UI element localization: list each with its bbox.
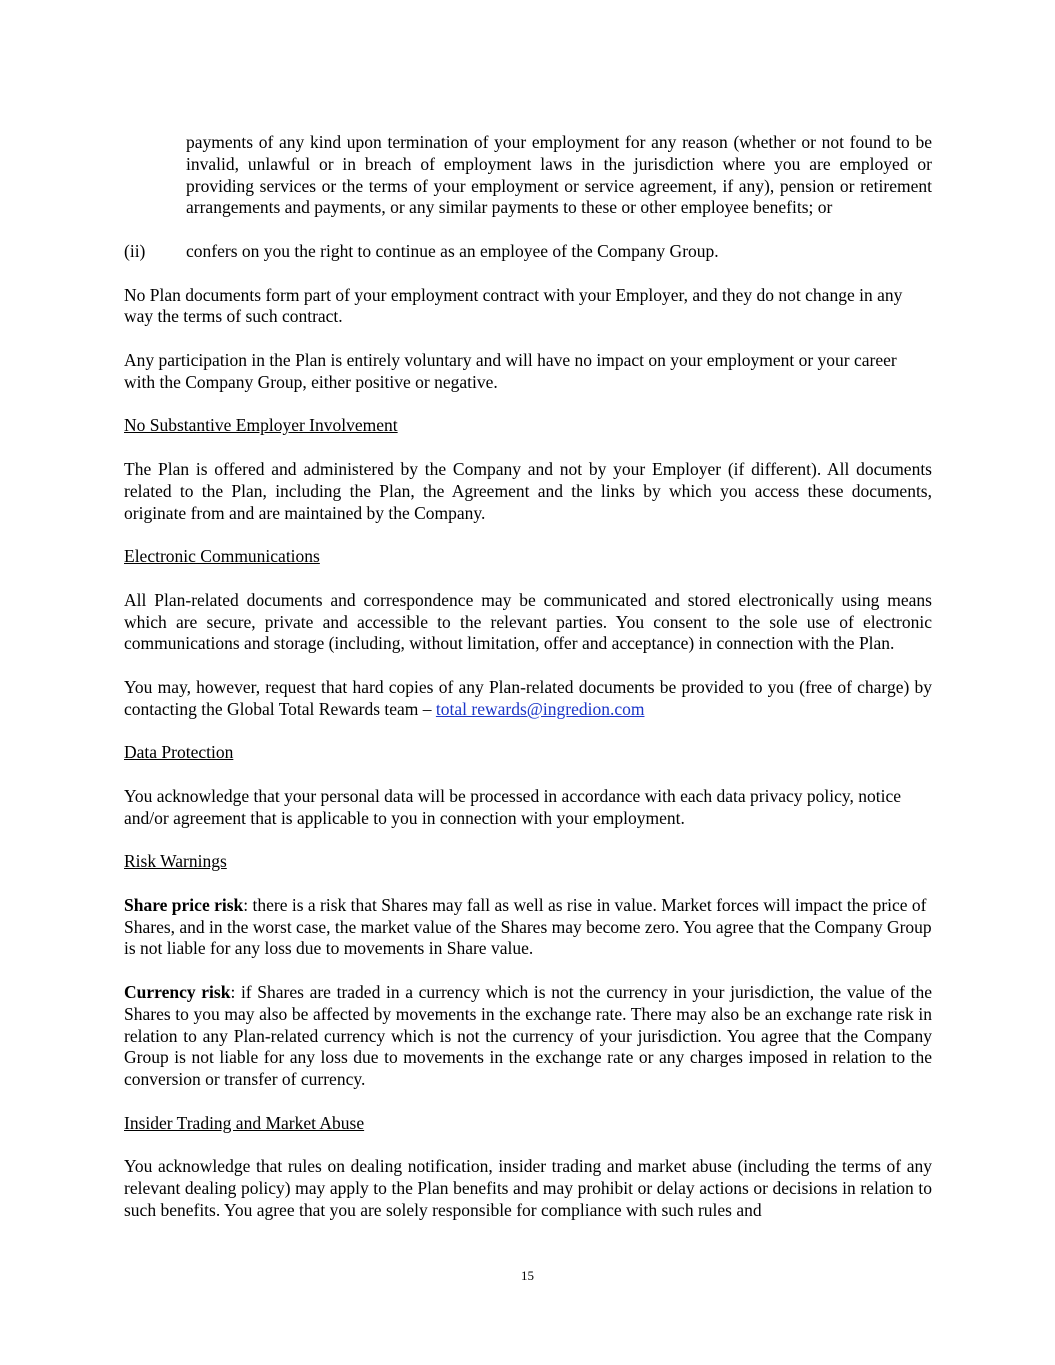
total-rewards-email-link[interactable]: total rewards@ingredion.com <box>435 698 645 719</box>
continuation-paragraph: payments of any kind upon termination of your employment for any reason (whether or not found to be invalid, unlawful or in breach of employment laws in the jurisdiction where you are employed or providing services or the terms of your employment or service agreement, if any), pension or retirement arrangements and payments, or any similar payments to these or other employee benefits; or <box>186 132 932 218</box>
paragraph-currency-risk <box>124 982 932 1091</box>
page-number: 15 <box>521 1268 534 1283</box>
paragraph-no-plan-documents: No Plan documents form part of your employment contract with your Employer, and they do not change in any way the terms of such contract. <box>124 284 903 327</box>
paragraph-electronic-communications: All Plan-related documents and correspondence may be communicated and stored electronically using means which are secure, private and accessible to the relevant parties. You consent to the sole use of electronic communications and storage (including, without limitation, offer and acceptance) in connection with the Plan. <box>124 589 932 654</box>
share-price-risk-label: Share price risk <box>124 894 244 915</box>
paragraph-data-protection: You acknowledge that your personal data will be processed in accordance with each data privacy policy, notice and/or agreement that is applicable to you in connection with your employment. <box>124 785 902 828</box>
list-item-ii <box>124 241 932 263</box>
paragraph-employer-involvement: The Plan is offered and administered by the Company and not by your Employer (if different). All documents related to the Plan, including the Plan, the Agreement and the links by which you access these documents, originate from and are maintained by the Company. <box>124 458 932 523</box>
paragraph-share-price-risk <box>124 895 932 960</box>
list-item-number: (ii) <box>124 240 146 261</box>
hard-copies-text: You may, however, request that hard copies of any Plan-related documents be provided to you (free of charge) by contacting the Global Total Rewards team – <box>124 676 932 719</box>
heading-risk-warnings: Risk Warnings <box>124 851 227 872</box>
currency-risk-text: : if Shares are traded in a currency which is not the currency in your jurisdiction, the value of the Shares to you may also be affected by movements in the exchange rate. There may also be an exchange rate risk in relation to any Plan-related currency which is not the currency of your jurisdiction. You agree that the Company Group is not liable for any loss due to movements in the exchange rate or any charges imposed in relation to the conversion or transfer of currency. <box>124 982 932 1090</box>
document-page <box>124 132 932 1244</box>
heading-insider-trading: Insider Trading and Market Abuse <box>124 1112 365 1133</box>
heading-data-protection: Data Protection <box>124 742 234 763</box>
heading-no-substantive-employer-involvement: No Substantive Employer Involvement <box>124 415 398 436</box>
list-item-text: confers on you the right to continue as an employee of the Company Group. <box>186 240 719 261</box>
paragraph-participation: Any participation in the Plan is entirely voluntary and will have no impact on your employment or your career with the Company Group, either positive or negative. <box>124 349 897 392</box>
paragraph-insider-trading: You acknowledge that rules on dealing notification, insider trading and market abuse (including the terms of any relevant dealing policy) may apply to the Plan benefits and may prohibit or delay actions or decisions in relation to such benefits. You agree that you are solely responsible for compliance with such rules and <box>124 1156 932 1221</box>
heading-electronic-communications: Electronic Communications <box>124 546 320 567</box>
share-price-risk-text: : there is a risk that Shares may fall as well as rise in value. Market forces will impact the price of Shares, and in the worst case, the market value of the Shares may become zero. You agree that the Company Group is not liable for any loss due to movements in Share value. <box>124 894 932 959</box>
paragraph-hard-copies <box>124 677 932 721</box>
currency-risk-label: Currency risk <box>124 982 231 1003</box>
